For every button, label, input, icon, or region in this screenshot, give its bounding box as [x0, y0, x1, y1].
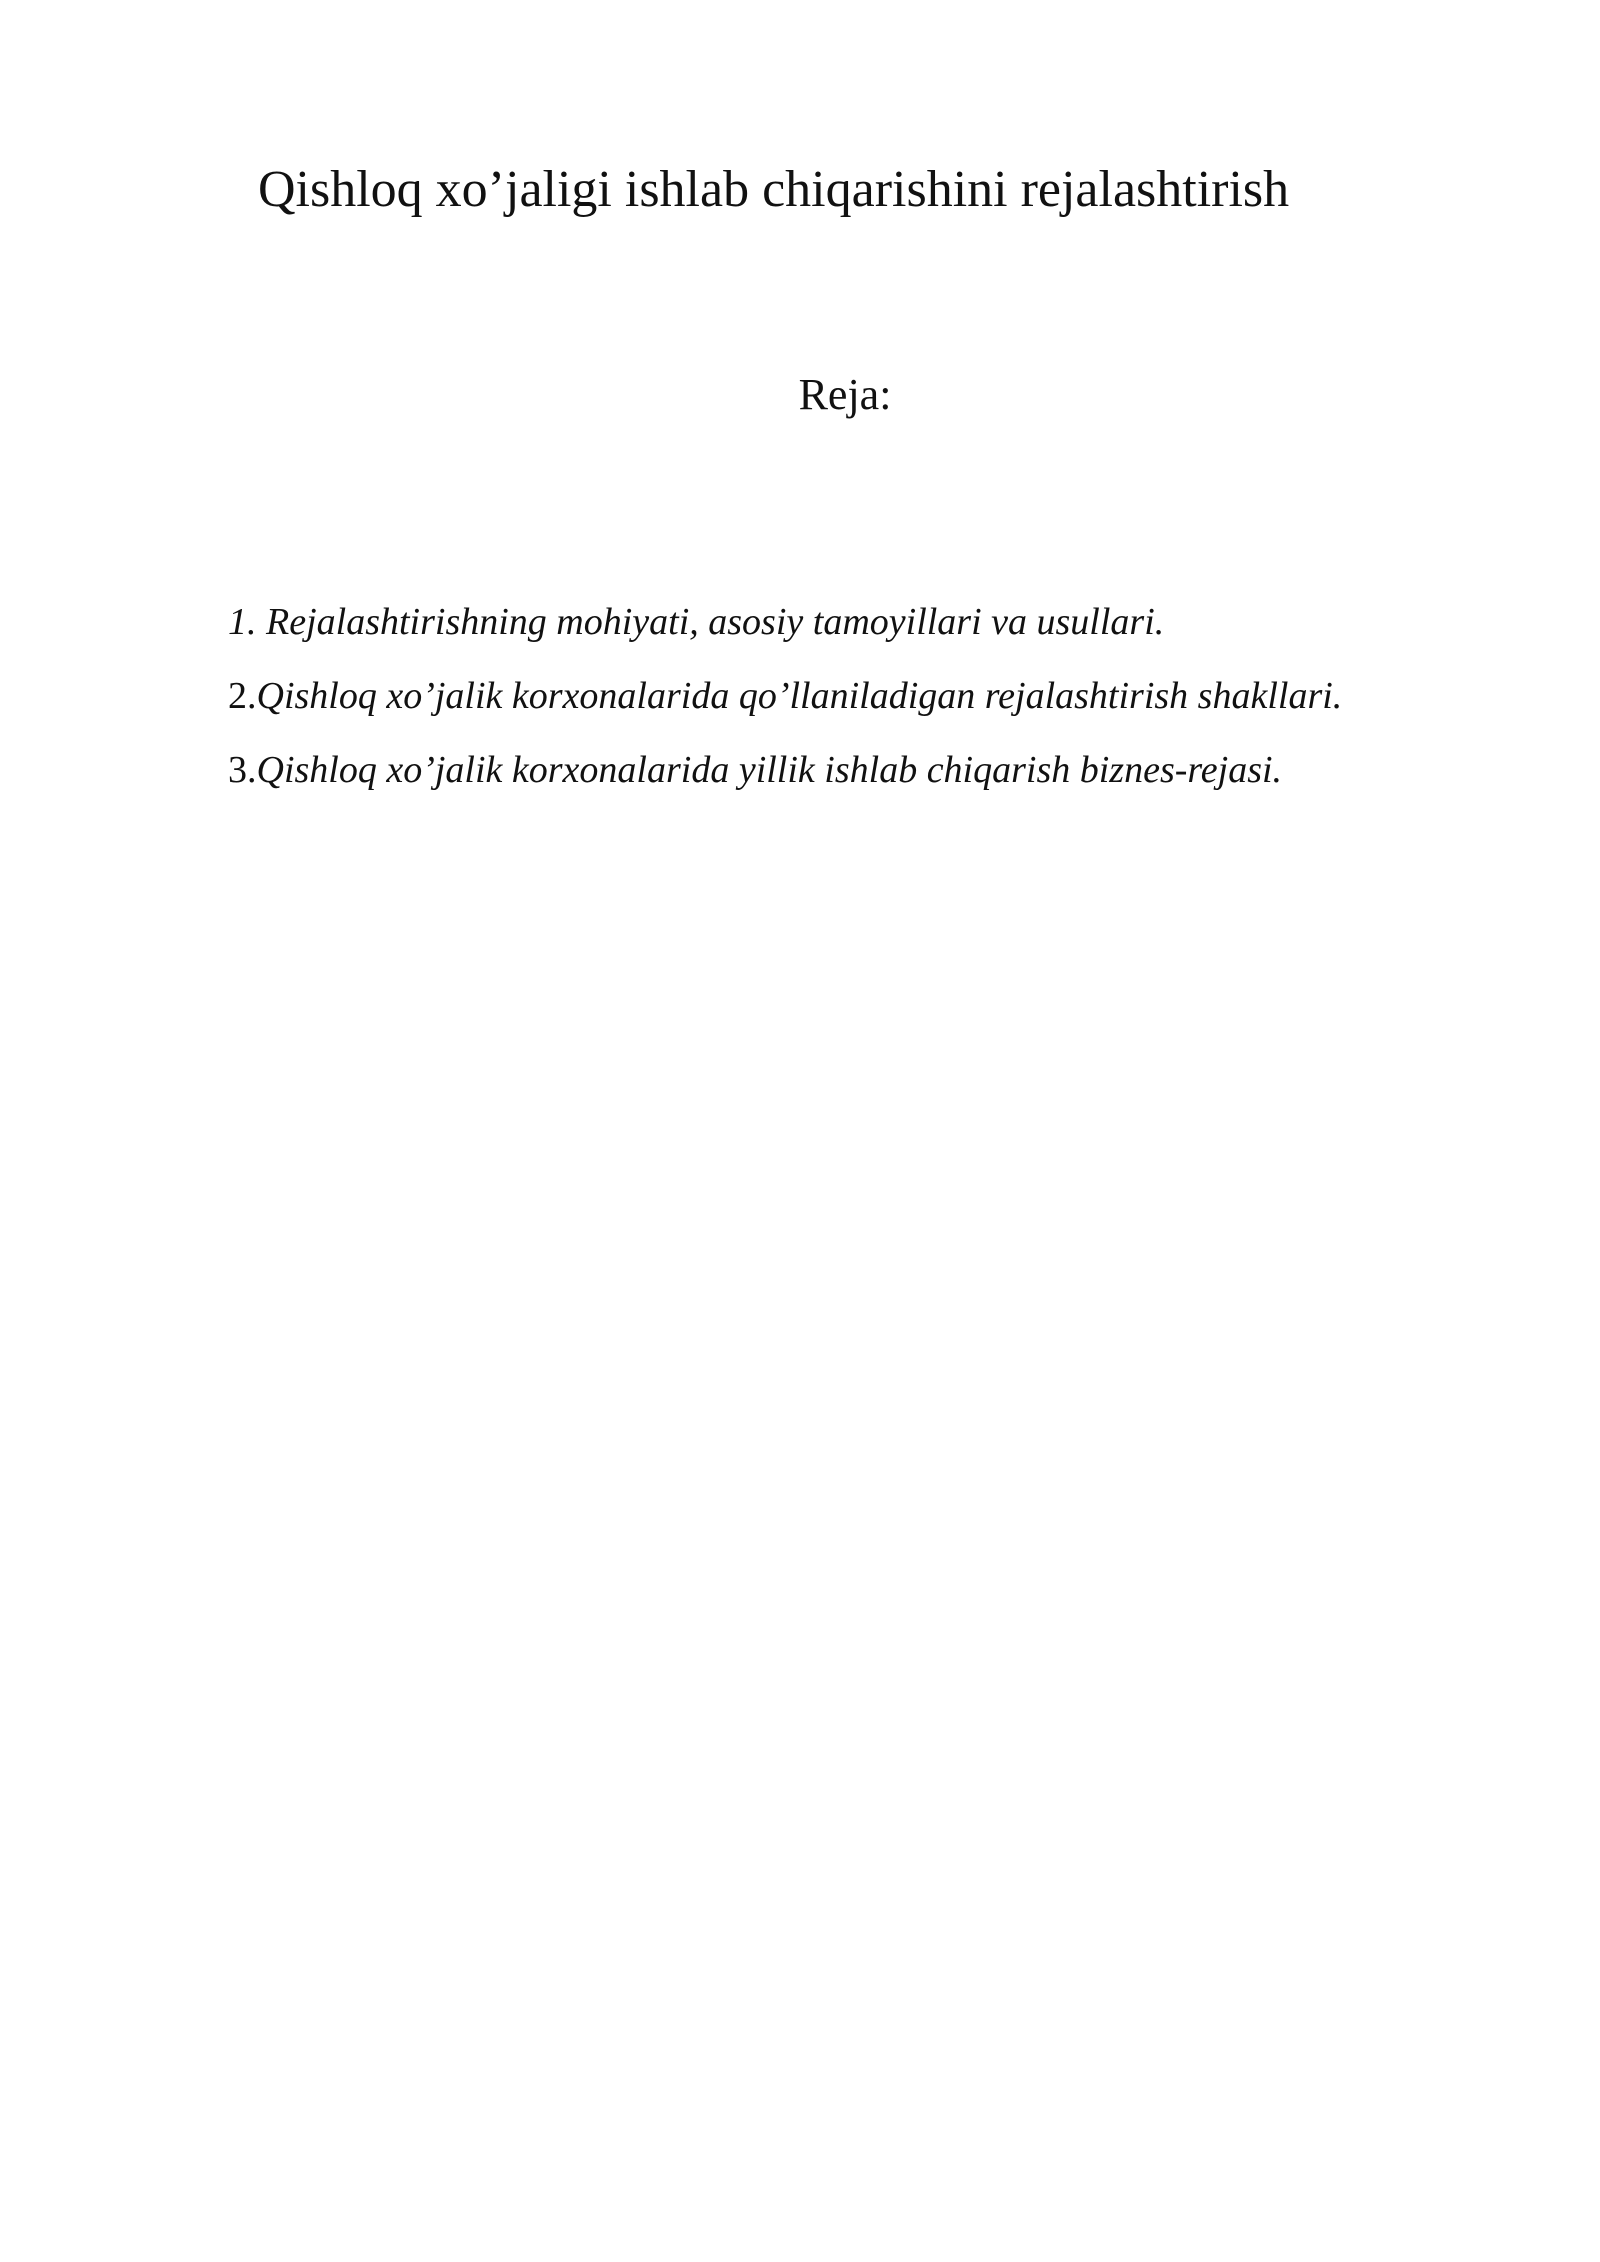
list-item [228, 733, 1488, 807]
list-item-number: 2. [228, 675, 257, 717]
list-item-number: 1. [228, 601, 257, 643]
list-item-text: Rejalashtirishning mohiyati, asosiy tamoyillari va usullari. [256, 601, 1165, 643]
plan-heading: Reja: [798, 370, 892, 419]
list-item-number: 3. [228, 749, 257, 791]
list-item-text: Qishloq xo’jalik korxonalarida qo’llaniladigan rejalashtirish shakllari. [256, 675, 1343, 717]
plan-list [228, 585, 1488, 807]
list-item-text: Qishloq xo’jalik korxonalarida yillik ishlab chiqarish biznes-rejasi. [256, 749, 1283, 791]
page-title: Qishloq xo’jaligi ishlab chiqarishini rejalashtirish [258, 161, 1290, 218]
list-item [228, 585, 1488, 659]
list-item [228, 659, 1488, 733]
